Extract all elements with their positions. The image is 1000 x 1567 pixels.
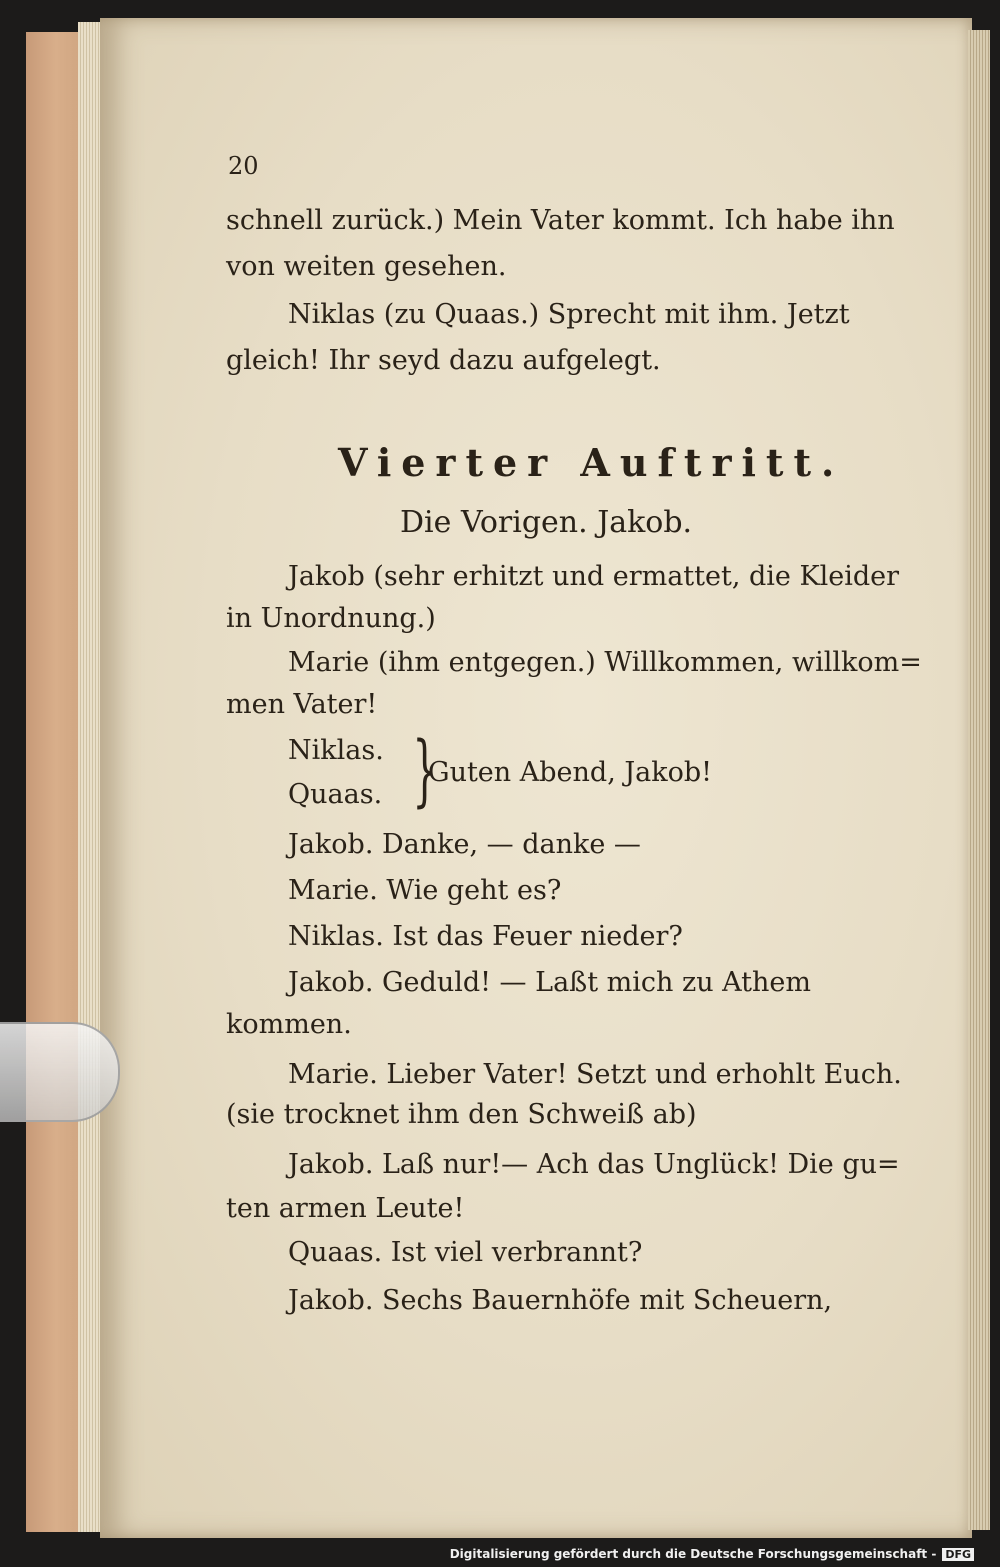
text-line: men Vater! bbox=[226, 689, 378, 720]
text-line: gleich! Ihr seyd dazu aufgelegt. bbox=[226, 345, 661, 376]
text-line: Jakob. Danke, — danke — bbox=[288, 829, 641, 860]
text-line: Niklas (zu Quaas.) Sprecht mit ihm. Jetzt bbox=[288, 299, 850, 330]
text-line: Niklas. Ist das Feuer nieder? bbox=[288, 921, 683, 952]
page-clip bbox=[0, 1022, 120, 1122]
speaker-name: Quaas. bbox=[288, 779, 383, 810]
scene-heading: Vierter Auftritt. bbox=[338, 440, 845, 485]
text-line: kommen. bbox=[226, 1009, 352, 1040]
digitization-credit bbox=[450, 1547, 974, 1561]
text-line: Jakob (sehr erhitzt und ermattet, die Kleider bbox=[288, 561, 900, 592]
text-line: Marie. Lieber Vater! Setzt und erhohlt Euch. bbox=[288, 1059, 902, 1090]
scene-characters: Die Vorigen. Jakob. bbox=[400, 505, 693, 540]
text-line: Marie. Wie geht es? bbox=[288, 875, 562, 906]
text-line: Jakob. Sechs Bauernhöfe mit Scheuern, bbox=[288, 1285, 833, 1316]
text-line: schnell zurück.) Mein Vater kommt. Ich habe ihn bbox=[226, 205, 895, 236]
brace-line: Guten Abend, Jakob! bbox=[428, 757, 713, 788]
text-line: in Unordnung.) bbox=[226, 603, 436, 634]
page-stack-right bbox=[968, 30, 990, 1530]
credit-text: Digitalisierung gefördert durch die Deutsche Forschungsgemeinschaft - bbox=[449, 1547, 937, 1561]
text-line: (sie trocknet ihm den Schweiß ab) bbox=[226, 1099, 697, 1130]
curly-brace: } bbox=[412, 726, 438, 816]
text-line: Quaas. Ist viel verbrannt? bbox=[288, 1237, 643, 1268]
text-line: Jakob. Geduld! — Laßt mich zu Athem bbox=[288, 967, 812, 998]
text-line: Marie (ihm entgegen.) Willkommen, willkom= bbox=[288, 647, 922, 678]
text-line: von weiten gesehen. bbox=[226, 251, 507, 282]
dfg-logo: DFG bbox=[942, 1548, 974, 1561]
page-number: 20 bbox=[228, 152, 259, 180]
text-line: ten armen Leute! bbox=[226, 1193, 465, 1224]
speaker-name: Niklas. bbox=[288, 735, 384, 766]
text-line: Jakob. Laß nur!— Ach das Unglück! Die gu= bbox=[288, 1149, 900, 1180]
